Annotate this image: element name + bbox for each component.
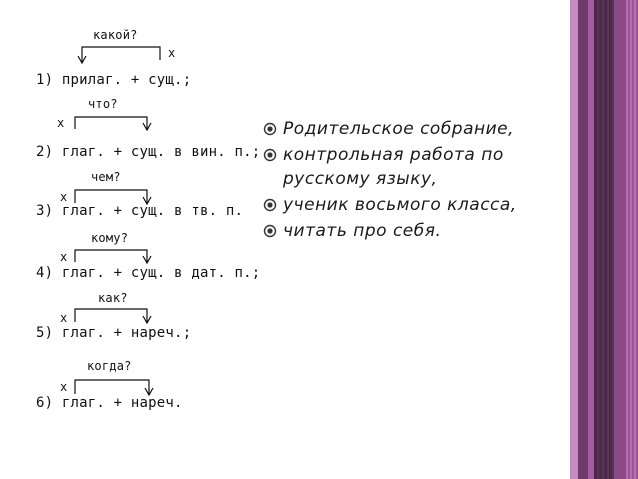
decorative-stripes	[570, 0, 638, 479]
list-item	[263, 193, 563, 217]
stripe-mid	[614, 0, 626, 479]
stripe-light	[626, 0, 638, 479]
scheme-bracket-4	[75, 250, 147, 263]
scheme-bracket-3	[75, 190, 147, 204]
list-item	[263, 219, 563, 243]
list-item-text: читать про себя.	[283, 221, 442, 241]
scheme-bracket-2	[75, 117, 147, 130]
stripe-dark	[594, 0, 614, 479]
scheme-question-2: что?	[88, 97, 118, 111]
list-item-text: ученик восьмого класса,	[283, 195, 517, 215]
circle-bullet-icon	[263, 122, 277, 136]
scheme-cross-6: x	[60, 380, 68, 394]
stripe-light	[570, 0, 578, 479]
scheme-cross-3: x	[60, 190, 68, 204]
list-item	[263, 143, 563, 191]
schemes-panel	[0, 0, 260, 479]
list-item	[263, 117, 563, 141]
scheme-question-5: как?	[98, 291, 128, 305]
examples-list	[263, 117, 563, 245]
scheme-cross-5: x	[60, 311, 68, 325]
circle-bullet-icon	[263, 224, 277, 238]
scheme-question-3: чем?	[91, 170, 121, 184]
circle-bullet-icon	[263, 198, 277, 212]
stripe-dark	[578, 0, 588, 479]
list-item-text: Родительское собрание,	[283, 119, 515, 139]
scheme-bracket-5	[75, 309, 147, 323]
list-item-text: контрольная работа по русскому языку,	[283, 145, 504, 189]
scheme-question-4: кому?	[91, 231, 129, 245]
scheme-question-1: какой?	[93, 28, 138, 42]
scheme-formula-3: 3) глаг. + сущ. в тв. п.	[36, 203, 244, 219]
scheme-formula-5: 5) глаг. + нареч.;	[36, 325, 192, 341]
scheme-cross-4: x	[60, 250, 68, 264]
scheme-bracket-1	[82, 47, 160, 62]
circle-bullet-icon	[263, 148, 277, 162]
scheme-formula-4: 4) глаг. + сущ. в дат. п.;	[36, 265, 261, 281]
scheme-cross-2: x	[57, 116, 65, 130]
scheme-question-6: когда?	[87, 359, 132, 373]
scheme-cross-1: x	[168, 46, 176, 60]
scheme-formula-1: 1) прилаг. + сущ.;	[36, 72, 192, 88]
scheme-bracket-6	[75, 380, 149, 395]
scheme-formula-2: 2) глаг. + сущ. в вин. п.;	[36, 144, 261, 160]
scheme-formula-6: 6) глаг. + нареч.	[36, 395, 183, 411]
